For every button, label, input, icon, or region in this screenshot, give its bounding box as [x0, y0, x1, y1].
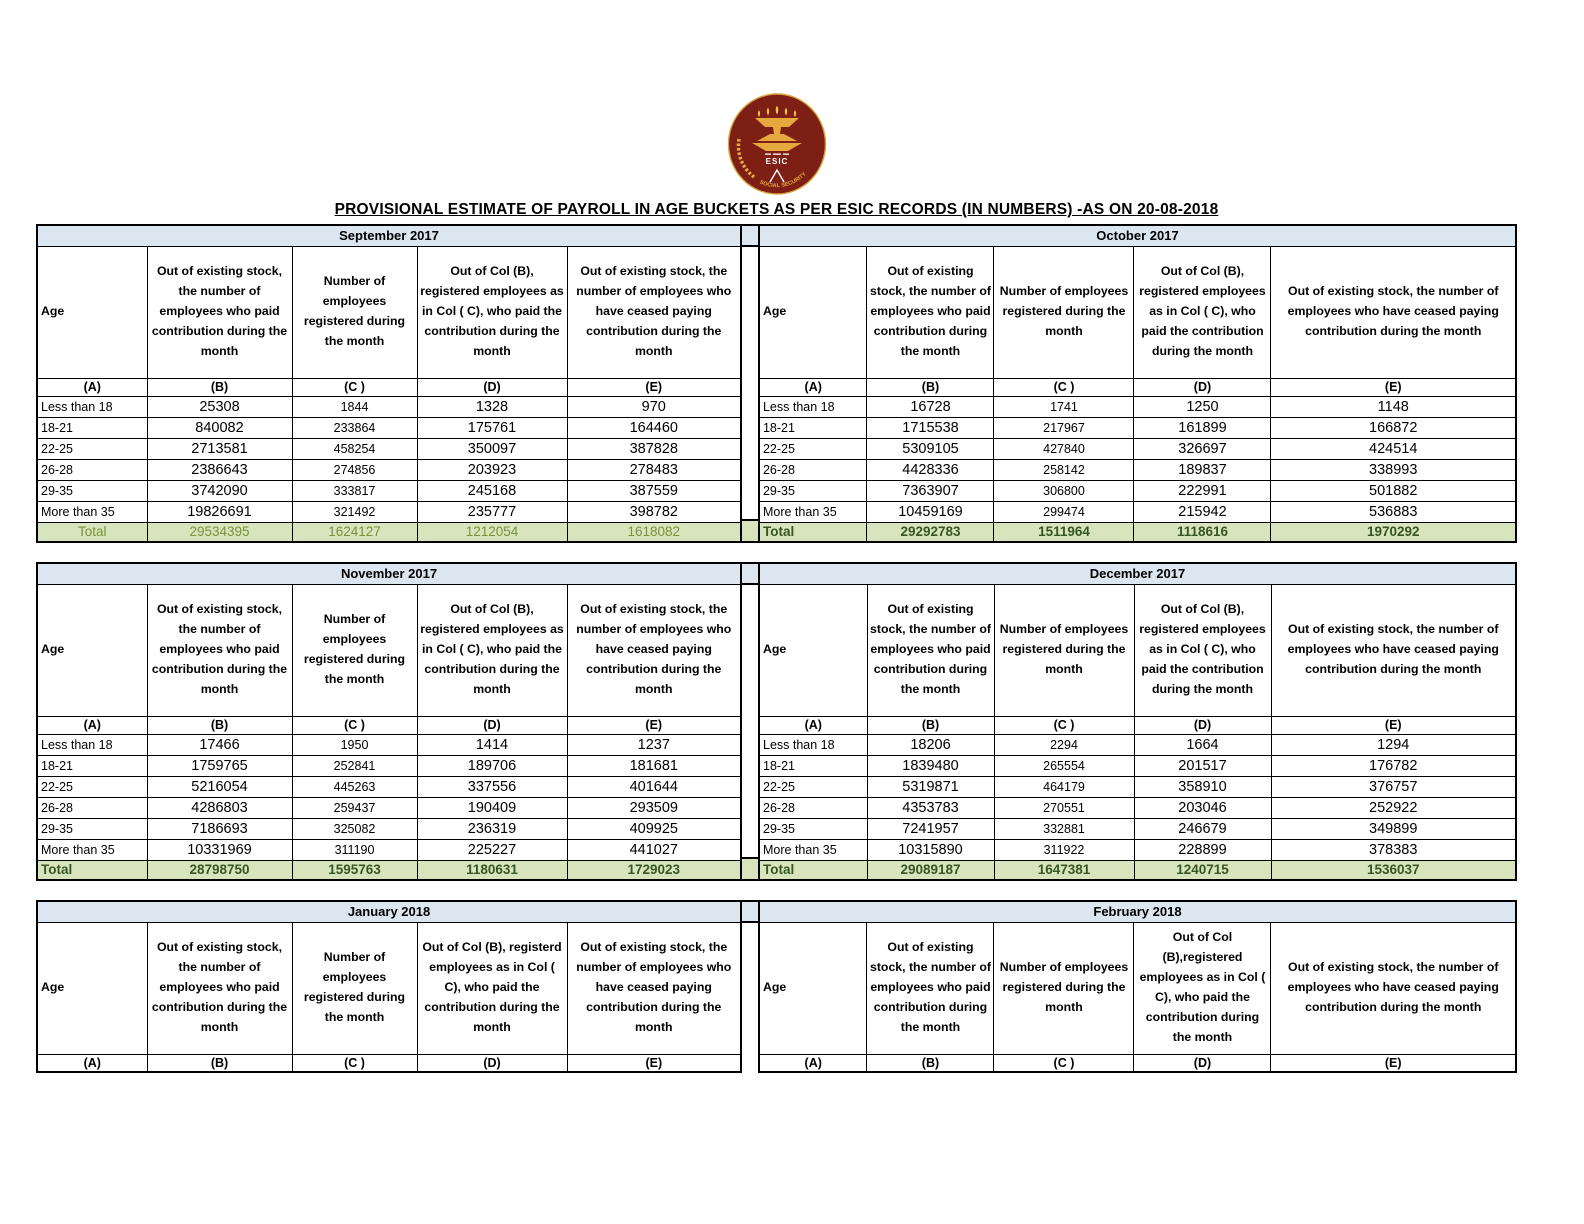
value-cell: 189706 — [417, 755, 567, 776]
value-cell: 10315890 — [867, 839, 994, 860]
value-cell: 161899 — [1134, 417, 1271, 438]
column-header-d: Out of Col (B), registered employees as in Col ( C), who paid the contribution during the month — [417, 584, 567, 716]
age-cell: 18-21 — [759, 417, 867, 438]
value-cell: 1328 — [417, 396, 567, 417]
age-cell: 18-21 — [37, 755, 147, 776]
value-cell: 401644 — [567, 776, 741, 797]
value-cell: 252841 — [292, 755, 417, 776]
age-column-header: Age — [37, 922, 147, 1054]
separator-total-strip — [742, 519, 758, 543]
column-letter: (C ) — [292, 716, 417, 734]
separator-month-strip — [742, 562, 758, 585]
column-letter: (E) — [1271, 1054, 1516, 1072]
month-title: September 2017 — [37, 225, 741, 246]
age-cell: More than 35 — [37, 839, 147, 860]
month-title: November 2017 — [37, 563, 741, 584]
age-cell: Less than 18 — [37, 734, 147, 755]
age-column-header: Age — [37, 246, 147, 378]
table-separator — [742, 224, 758, 543]
column-header-e: Out of existing stock, the number of employees who have ceased paying contribution during the month — [1271, 584, 1516, 716]
month-header-row — [759, 225, 1516, 246]
column-letter: (A) — [759, 378, 867, 396]
value-cell: 17466 — [147, 734, 292, 755]
logo-area — [36, 0, 1517, 195]
value-cell: 398782 — [567, 501, 741, 522]
table-row — [37, 438, 741, 459]
value-cell: 445263 — [292, 776, 417, 797]
column-letter: (D) — [417, 1054, 567, 1072]
value-cell: 265554 — [994, 755, 1134, 776]
month-title: January 2018 — [37, 901, 741, 922]
age-cell: 22-25 — [37, 438, 147, 459]
value-cell: 4286803 — [147, 797, 292, 818]
column-header-d: Out of Col (B), registered employees as in Col ( C), who paid the contribution during the month — [417, 246, 567, 378]
age-column-header: Age — [759, 584, 867, 716]
document-page — [36, 0, 1517, 1073]
table-separator — [742, 562, 758, 881]
separator-month-strip — [742, 900, 758, 923]
table-row — [759, 480, 1516, 501]
value-cell: 501882 — [1271, 480, 1516, 501]
value-cell: 326697 — [1134, 438, 1271, 459]
table-december-2017 — [758, 562, 1517, 881]
table-row — [759, 755, 1516, 776]
value-cell: 378383 — [1271, 839, 1516, 860]
table-october-2017 — [758, 224, 1517, 543]
total-label: Total — [37, 860, 147, 880]
total-value: 1624127 — [292, 522, 417, 542]
age-cell: Less than 18 — [759, 396, 867, 417]
month-header-row — [37, 225, 741, 246]
table-row — [37, 480, 741, 501]
column-letter: (B) — [147, 378, 292, 396]
value-cell: 293509 — [567, 797, 741, 818]
value-cell: 536883 — [1271, 501, 1516, 522]
column-header-c: Number of employees registered during the month — [292, 246, 417, 378]
column-letter: (C ) — [994, 378, 1134, 396]
total-value: 1511964 — [994, 522, 1134, 542]
table-row — [759, 459, 1516, 480]
table-row — [759, 776, 1516, 797]
value-cell: 25308 — [147, 396, 292, 417]
column-headers-row — [37, 246, 741, 378]
value-cell: 1715538 — [867, 417, 994, 438]
column-letter: (E) — [567, 1054, 741, 1072]
age-cell: 22-25 — [759, 438, 867, 459]
value-cell: 358910 — [1134, 776, 1271, 797]
column-letter: (C ) — [994, 716, 1134, 734]
total-value: 28798750 — [147, 860, 292, 880]
logo-hindi-marks — [765, 154, 789, 155]
age-cell: 18-21 — [37, 417, 147, 438]
value-cell: 217967 — [994, 417, 1134, 438]
column-header-b: Out of existing stock, the number of employees who paid contribution during the month — [867, 584, 994, 716]
table-band — [36, 224, 1517, 543]
value-cell: 306800 — [994, 480, 1134, 501]
column-header-d: Out of Col (B), registerd employees as in Col ( C), who paid the contribution during the month — [417, 922, 567, 1054]
table-row — [37, 501, 741, 522]
column-letter: (D) — [417, 716, 567, 734]
age-cell: More than 35 — [759, 501, 867, 522]
value-cell: 175761 — [417, 417, 567, 438]
total-row — [37, 522, 741, 542]
total-value: 1647381 — [994, 860, 1134, 880]
value-cell: 332881 — [994, 818, 1134, 839]
table-row — [759, 438, 1516, 459]
age-column-header: Age — [759, 922, 867, 1054]
value-cell: 7363907 — [867, 480, 994, 501]
table-row — [37, 818, 741, 839]
table-row — [759, 417, 1516, 438]
month-title: December 2017 — [759, 563, 1516, 584]
tables-area — [36, 224, 1517, 1073]
value-cell: 259437 — [292, 797, 417, 818]
column-letter: (E) — [567, 378, 741, 396]
month-header-row — [37, 901, 741, 922]
value-cell: 236319 — [417, 818, 567, 839]
value-cell: 10459169 — [867, 501, 994, 522]
age-cell: 18-21 — [759, 755, 867, 776]
column-header-e: Out of existing stock, the number of employees who have ceased paying contribution during the month — [567, 584, 741, 716]
column-headers-row — [759, 246, 1516, 378]
value-cell: 1414 — [417, 734, 567, 755]
separator-total-strip — [742, 857, 758, 881]
value-cell: 321492 — [292, 501, 417, 522]
value-cell: 350097 — [417, 438, 567, 459]
column-letter: (B) — [867, 378, 994, 396]
esic-logo — [727, 93, 827, 195]
value-cell: 278483 — [567, 459, 741, 480]
column-header-e: Out of existing stock, the number of employees who have ceased paying contribution during the month — [567, 246, 741, 378]
value-cell: 225227 — [417, 839, 567, 860]
total-value: 1618082 — [567, 522, 741, 542]
total-value: 1970292 — [1271, 522, 1516, 542]
value-cell: 258142 — [994, 459, 1134, 480]
logo-ring-label: SOCIAL SECURITY — [758, 171, 808, 190]
value-cell: 19826691 — [147, 501, 292, 522]
column-header-e: Out of existing stock, the number of employees who have ceased paying contribution during the month — [1271, 922, 1516, 1054]
age-cell: 26-28 — [759, 797, 867, 818]
value-cell: 228899 — [1134, 839, 1271, 860]
value-cell: 4353783 — [867, 797, 994, 818]
table-row — [759, 501, 1516, 522]
column-letter: (A) — [37, 1054, 147, 1072]
value-cell: 270551 — [994, 797, 1134, 818]
value-cell: 376757 — [1271, 776, 1516, 797]
value-cell: 1237 — [567, 734, 741, 755]
age-cell: 29-35 — [759, 818, 867, 839]
value-cell: 5216054 — [147, 776, 292, 797]
table-row — [759, 396, 1516, 417]
value-cell: 349899 — [1271, 818, 1516, 839]
column-letter: (A) — [759, 1054, 867, 1072]
table-row — [37, 839, 741, 860]
total-value: 1729023 — [567, 860, 741, 880]
value-cell: 970 — [567, 396, 741, 417]
age-cell: 29-35 — [759, 480, 867, 501]
value-cell: 1664 — [1134, 734, 1271, 755]
column-letter: (A) — [759, 716, 867, 734]
table-february-2018 — [758, 900, 1517, 1073]
table-row — [759, 734, 1516, 755]
value-cell: 387828 — [567, 438, 741, 459]
table-row — [37, 776, 741, 797]
value-cell: 16728 — [867, 396, 994, 417]
column-letter: (D) — [1134, 716, 1271, 734]
column-headers-row — [37, 922, 741, 1054]
value-cell: 5319871 — [867, 776, 994, 797]
total-value: 29292783 — [867, 522, 994, 542]
value-cell: 1844 — [292, 396, 417, 417]
column-letter: (C ) — [292, 1054, 417, 1072]
age-column-header: Age — [37, 584, 147, 716]
value-cell: 235777 — [417, 501, 567, 522]
column-letter: (B) — [147, 1054, 292, 1072]
value-cell: 311922 — [994, 839, 1134, 860]
value-cell: 1294 — [1271, 734, 1516, 755]
value-cell: 10331969 — [147, 839, 292, 860]
month-header-row — [759, 901, 1516, 922]
table-row — [37, 459, 741, 480]
column-header-c: Number of employees registered during the month — [292, 922, 417, 1054]
value-cell: 337556 — [417, 776, 567, 797]
age-column-header: Age — [759, 246, 867, 378]
value-cell: 1950 — [292, 734, 417, 755]
column-letter: (A) — [37, 378, 147, 396]
column-letter: (C ) — [994, 1054, 1134, 1072]
value-cell: 215942 — [1134, 501, 1271, 522]
column-letter: (B) — [147, 716, 292, 734]
column-letter: (B) — [867, 716, 994, 734]
table-row — [37, 734, 741, 755]
column-letters-row — [759, 716, 1516, 734]
value-cell: 464179 — [994, 776, 1134, 797]
column-headers-row — [37, 584, 741, 716]
total-label: Total — [37, 522, 147, 542]
value-cell: 181681 — [567, 755, 741, 776]
value-cell: 840082 — [147, 417, 292, 438]
value-cell: 409925 — [567, 818, 741, 839]
value-cell: 1759765 — [147, 755, 292, 776]
month-header-row — [759, 563, 1516, 584]
column-header-e: Out of existing stock, the number of employees who have ceased paying contribution during the month — [1271, 246, 1516, 378]
column-letter: (A) — [37, 716, 147, 734]
table-row — [759, 818, 1516, 839]
age-cell: Less than 18 — [759, 734, 867, 755]
value-cell: 299474 — [994, 501, 1134, 522]
column-letter: (D) — [1134, 1054, 1271, 1072]
value-cell: 201517 — [1134, 755, 1271, 776]
total-row — [759, 522, 1516, 542]
age-cell: 22-25 — [759, 776, 867, 797]
age-cell: Less than 18 — [37, 396, 147, 417]
total-value: 1118616 — [1134, 522, 1271, 542]
column-header-d: Out of Col (B), registered employees as in Col ( C), who paid the contribution during the month — [1134, 246, 1271, 378]
column-letters-row — [37, 378, 741, 396]
age-cell: 22-25 — [37, 776, 147, 797]
column-headers-row — [759, 922, 1516, 1054]
table-september-2017 — [36, 224, 742, 543]
value-cell: 441027 — [567, 839, 741, 860]
table-row — [37, 755, 741, 776]
table-row — [759, 839, 1516, 860]
total-value: 29089187 — [867, 860, 994, 880]
value-cell: 3742090 — [147, 480, 292, 501]
value-cell: 233864 — [292, 417, 417, 438]
total-value: 1595763 — [292, 860, 417, 880]
column-header-c: Number of employees registered during the month — [994, 246, 1134, 378]
column-letters-row — [759, 378, 1516, 396]
age-cell: More than 35 — [759, 839, 867, 860]
column-header-c: Number of employees registered during the month — [292, 584, 417, 716]
age-cell: 26-28 — [759, 459, 867, 480]
value-cell: 2713581 — [147, 438, 292, 459]
total-value: 29534395 — [147, 522, 292, 542]
column-letters-row — [37, 716, 741, 734]
value-cell: 7241957 — [867, 818, 994, 839]
value-cell: 333817 — [292, 480, 417, 501]
total-value: 1240715 — [1134, 860, 1271, 880]
table-row — [759, 797, 1516, 818]
table-row — [37, 396, 741, 417]
month-title: October 2017 — [759, 225, 1516, 246]
column-header-e: Out of existing stock, the number of employees who have ceased paying contribution during the month — [567, 922, 741, 1054]
separator-month-strip — [742, 224, 758, 247]
value-cell: 4428336 — [867, 459, 994, 480]
month-header-row — [37, 563, 741, 584]
value-cell: 252922 — [1271, 797, 1516, 818]
age-cell: 29-35 — [37, 480, 147, 501]
age-cell: More than 35 — [37, 501, 147, 522]
value-cell: 274856 — [292, 459, 417, 480]
table-row — [37, 417, 741, 438]
table-november-2017 — [36, 562, 742, 881]
column-header-b: Out of existing stock, the number of employees who paid contribution during the month — [867, 922, 994, 1054]
total-value: 1212054 — [417, 522, 567, 542]
table-january-2018 — [36, 900, 742, 1073]
column-header-b: Out of existing stock, the number of employees who paid contribution during the month — [867, 246, 994, 378]
age-cell: 29-35 — [37, 818, 147, 839]
month-title: February 2018 — [759, 901, 1516, 922]
column-letter: (B) — [867, 1054, 994, 1072]
value-cell: 427840 — [994, 438, 1134, 459]
value-cell: 1148 — [1271, 396, 1516, 417]
value-cell: 18206 — [867, 734, 994, 755]
value-cell: 7186693 — [147, 818, 292, 839]
total-label: Total — [759, 860, 867, 880]
column-header-d: Out of Col (B), registered employees as in Col ( C), who paid the contribution during the month — [1134, 584, 1271, 716]
value-cell: 203923 — [417, 459, 567, 480]
value-cell: 2294 — [994, 734, 1134, 755]
table-row — [37, 797, 741, 818]
column-letter: (D) — [417, 378, 567, 396]
column-letter: (E) — [1271, 716, 1516, 734]
logo-esic-text: ESIC — [765, 157, 788, 166]
value-cell: 203046 — [1134, 797, 1271, 818]
total-row — [37, 860, 741, 880]
value-cell: 338993 — [1271, 459, 1516, 480]
column-header-b: Out of existing stock, the number of employees who paid contribution during the month — [147, 246, 292, 378]
value-cell: 246679 — [1134, 818, 1271, 839]
column-header-c: Number of employees registered during the month — [994, 922, 1134, 1054]
value-cell: 176782 — [1271, 755, 1516, 776]
total-row — [759, 860, 1516, 880]
column-letters-row — [759, 1054, 1516, 1072]
column-letter: (D) — [1134, 378, 1271, 396]
column-letter: (E) — [567, 716, 741, 734]
value-cell: 458254 — [292, 438, 417, 459]
age-cell: 26-28 — [37, 459, 147, 480]
value-cell: 424514 — [1271, 438, 1516, 459]
age-cell: 26-28 — [37, 797, 147, 818]
value-cell: 1741 — [994, 396, 1134, 417]
column-header-c: Number of employees registered during the month — [994, 584, 1134, 716]
table-separator — [742, 900, 758, 1073]
column-letter: (E) — [1271, 378, 1516, 396]
value-cell: 1250 — [1134, 396, 1271, 417]
value-cell: 387559 — [567, 480, 741, 501]
value-cell: 166872 — [1271, 417, 1516, 438]
total-value: 1180631 — [417, 860, 567, 880]
column-header-d: Out of Col (B),registered employees as in Col ( C), who paid the contribution during the month — [1134, 922, 1271, 1054]
value-cell: 189837 — [1134, 459, 1271, 480]
column-header-b: Out of existing stock, the number of employees who paid contribution during the month — [147, 584, 292, 716]
page-title: PROVISIONAL ESTIMATE OF PAYROLL IN AGE BUCKETS AS PER ESIC RECORDS (IN NUMBERS) -AS ON 20-08-2018 — [334, 201, 1219, 218]
value-cell: 190409 — [417, 797, 567, 818]
table-band — [36, 562, 1517, 881]
value-cell: 311190 — [292, 839, 417, 860]
value-cell: 164460 — [567, 417, 741, 438]
value-cell: 245168 — [417, 480, 567, 501]
value-cell: 325082 — [292, 818, 417, 839]
value-cell: 222991 — [1134, 480, 1271, 501]
value-cell: 2386643 — [147, 459, 292, 480]
table-band — [36, 900, 1517, 1073]
total-label: Total — [759, 522, 867, 542]
value-cell: 1839480 — [867, 755, 994, 776]
value-cell: 5309105 — [867, 438, 994, 459]
column-letter: (C ) — [292, 378, 417, 396]
column-headers-row — [759, 584, 1516, 716]
total-value: 1536037 — [1271, 860, 1516, 880]
column-header-b: Out of existing stock, the number of employees who paid contribution during the month — [147, 922, 292, 1054]
column-letters-row — [37, 1054, 741, 1072]
